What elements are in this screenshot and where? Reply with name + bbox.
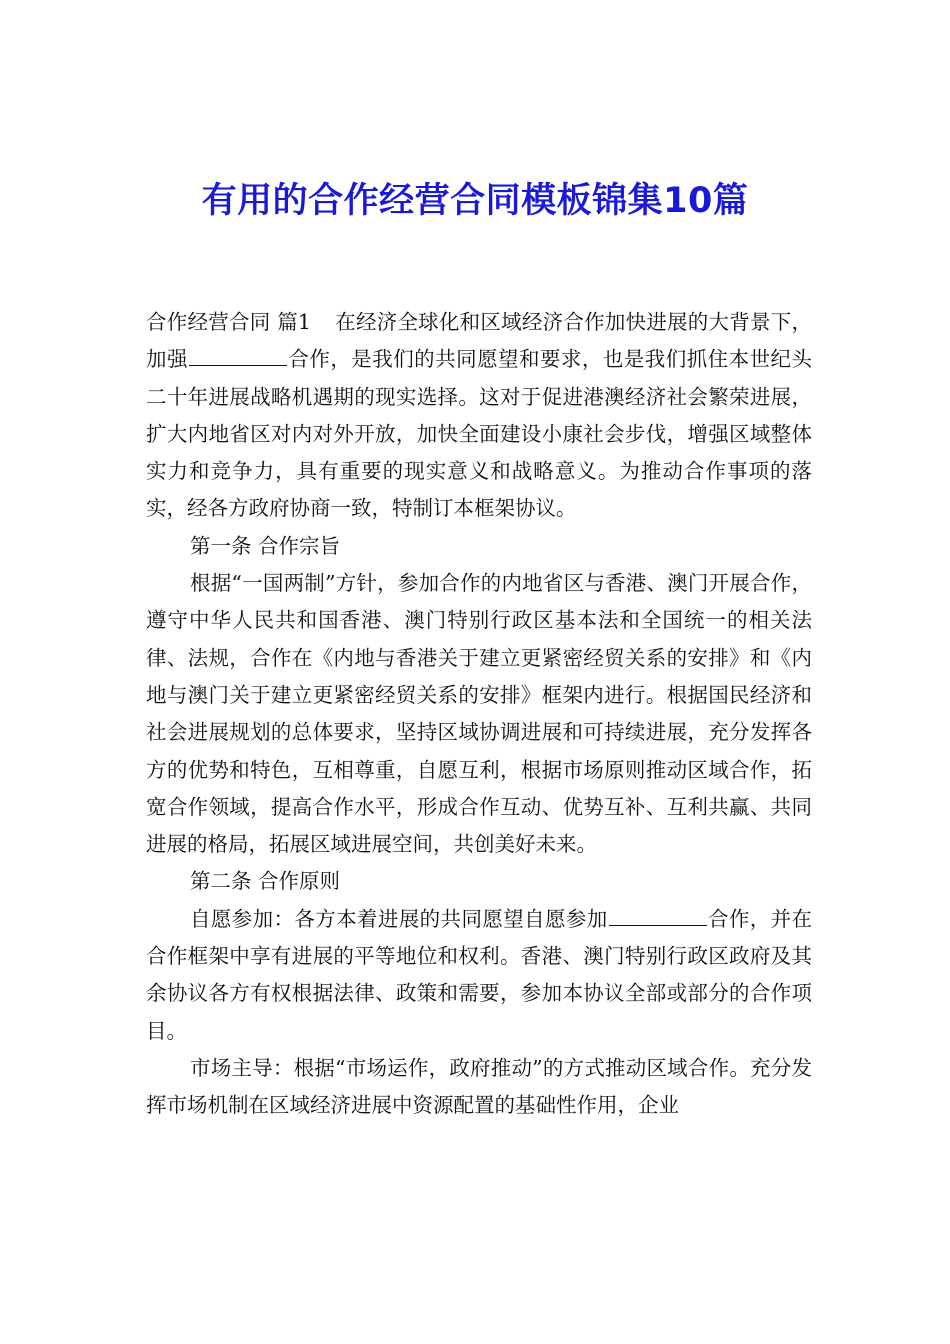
intro-text-2: 合作，是我们的共同愿望和要求，也是我们抓住本世纪头二十年进展战略机遇期的现实选择。这对于促进港澳经济社会繁荣进展，扩大内地省区对内对外开放，加快全面建设小康社会步伐，增强区域整体实力和竞争力，具有重要的现实意义和战略意义。为推动合作事项的落实，经各方政府协商一致，特制订本框架协议。 [146,347,813,521]
section-label: 合作经营合同 篇1 [146,310,311,334]
document-title: 有用的合作经营合同模板锦集10篇 [201,181,749,221]
voluntary-paragraph [146,901,812,1050]
intro-text-1: 在经济全球化和区域经济合作加快进展的大背景下，加强 [146,310,813,372]
article-2-heading: 第二条 合作原则 [190,869,341,894]
voluntary-text-1: 自愿参加：各方本着进展的共同愿望自愿参加 [190,906,608,931]
article-1-paragraph: 根据“一国两制”方针，参加合作的内地省区与香港、澳门开展合作，遵守中华人民共和国香港、澳门特别行政区基本法和全国统一的相关法律、法规，合作在《内地与香港关于建立更紧密经贸关系的安排》和《内地与澳门关于建立更紧密经贸关系的安排》框架内进行。根据国民经济和社会进展规划的总体要求，坚持区域协调进展和可持续进展，充分发挥各方的优势和特色，互相尊重，自愿互利，根据市场原则推动区域合作，拓宽合作领域，提高合作水平，形成合作互动、优势互补、互利共赢、共同进展的格局，拓展区域进展空间，共创美好未来。 [146,571,812,857]
fill-in-blank [609,905,707,926]
intro-paragraph [146,304,812,528]
article-1-heading: 第一条 合作宗旨 [190,533,341,558]
fill-in-blank [189,345,287,366]
voluntary-text-2: 合作，并在合作框架中享有进展的平等地位和权利。香港、澳门特别行政区政府及其余协议各方有权根据法律、政策和需要，参加本协议全部或部分的合作项目。 [146,906,813,1043]
market-paragraph: 市场主导：根据“市场运作，政府推动”的方式推动区域合作。充分发挥市场机制在区域经济进展中资源配置的基础性作用，企业 [146,1055,812,1118]
document-body [146,304,812,1125]
